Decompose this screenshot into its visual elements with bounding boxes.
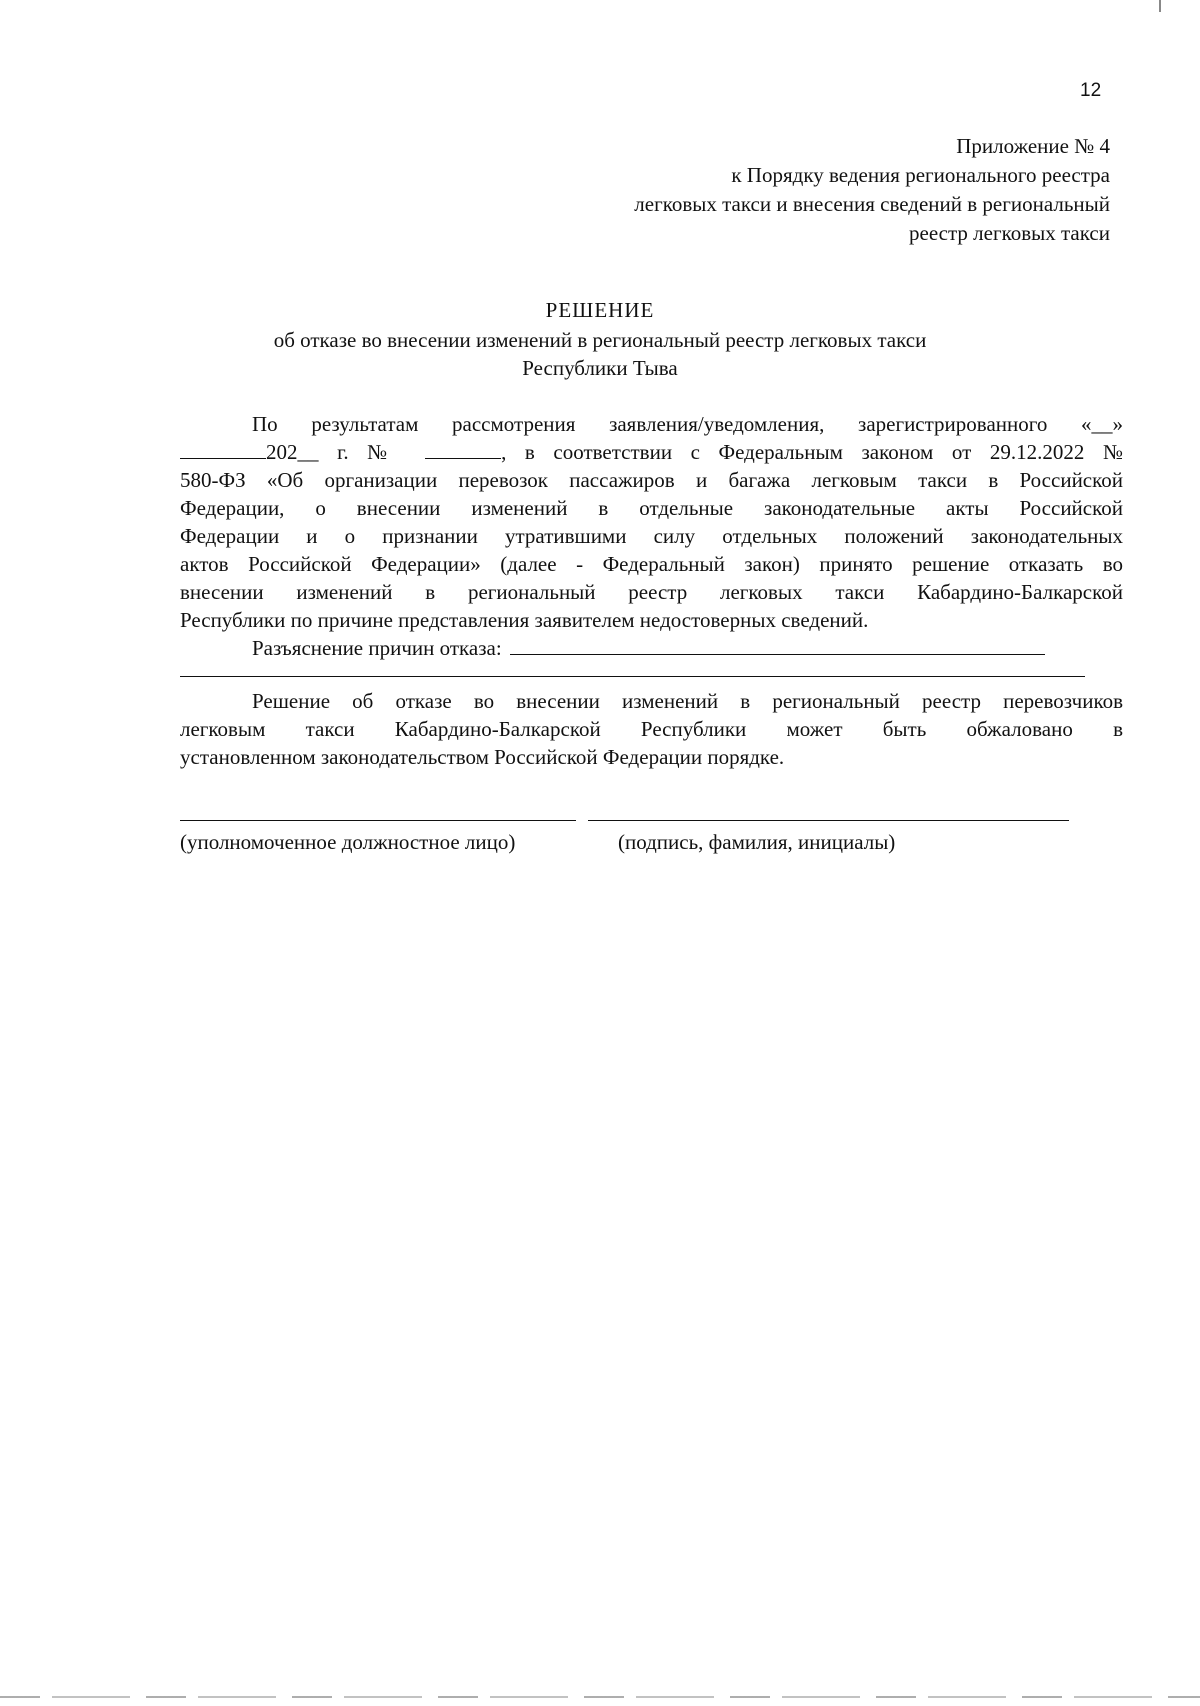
appendix-line-2: к Порядку ведения регионального реестра	[731, 163, 1110, 187]
paragraph1-line6: актов Российской Федерации» (далее - Федеральный закон) принято решение отказать во	[180, 552, 1123, 576]
appendix-line-3: легковых такси и внесения сведений в региональный	[634, 192, 1110, 216]
paragraph1-line8: Республики по причине представления заявителем недостоверных сведений.	[180, 608, 869, 632]
decision-body	[180, 410, 1123, 771]
registration-number-blank-field	[425, 438, 501, 459]
paragraph1-line3: 580-ФЗ «Об организации перевозок пассажиров и багажа легковым такси в Российской	[180, 468, 1123, 492]
scan-edge-mark	[1159, 0, 1161, 12]
name-signature-line	[588, 820, 1069, 821]
reason-continuation-line	[180, 662, 1085, 677]
paragraph2-line2: легковым такси Кабардино-Балкарской Республики может быть обжаловано в	[180, 717, 1123, 741]
paragraph1-line2-rest: , в соответствии с Федеральным законом от 29.12.2022 №	[501, 440, 1123, 464]
scan-bottom-edge	[0, 1696, 1200, 1698]
paragraph2-line3: установленном законодательством Российской Федерации порядке.	[180, 745, 785, 769]
title-subject: об отказе во внесении изменений в региональный реестр легковых такси	[273, 328, 927, 352]
paragraph2-line1: Решение об отказе во внесении изменений в региональный реестр перевозчиков	[252, 689, 1123, 713]
signature-lines	[180, 820, 1080, 824]
appendix-header	[410, 132, 1110, 248]
title-heading: РЕШЕНИЕ	[545, 298, 655, 322]
signature-caption: (подпись, фамилия, инициалы)	[618, 830, 896, 854]
title-region: Республики Тыва	[522, 356, 678, 380]
page-number: 12	[1080, 80, 1102, 101]
appendix-line-1: Приложение № 4	[956, 134, 1110, 158]
appendix-line-4: реестр легковых такси	[909, 221, 1110, 245]
paragraph1-line4: Федерации, о внесении изменений в отдельные законодательные акты Российской	[180, 496, 1123, 520]
date-blank-field	[180, 438, 266, 459]
document-title	[0, 296, 1200, 382]
paragraph1-line1: По результатам рассмотрения заявления/уведомления, зарегистрированного «__»	[252, 412, 1123, 436]
paragraph1-line5: Федерации и о признании утратившими силу отдельных положений законодательных	[180, 524, 1123, 548]
reason-blank-field	[510, 634, 1045, 655]
year-number-label: 202__ г. №	[266, 440, 401, 464]
official-caption: (уполномоченное должностное лицо)	[180, 830, 516, 854]
paragraph1-line7: внесении изменений в региональный реестр легковых такси Кабардино-Балкарской	[180, 580, 1123, 604]
official-signature-line	[180, 820, 576, 821]
reason-row	[180, 634, 1123, 662]
paragraph1-line2	[180, 438, 1123, 466]
reason-label: Разъяснение причин отказа:	[252, 636, 502, 660]
